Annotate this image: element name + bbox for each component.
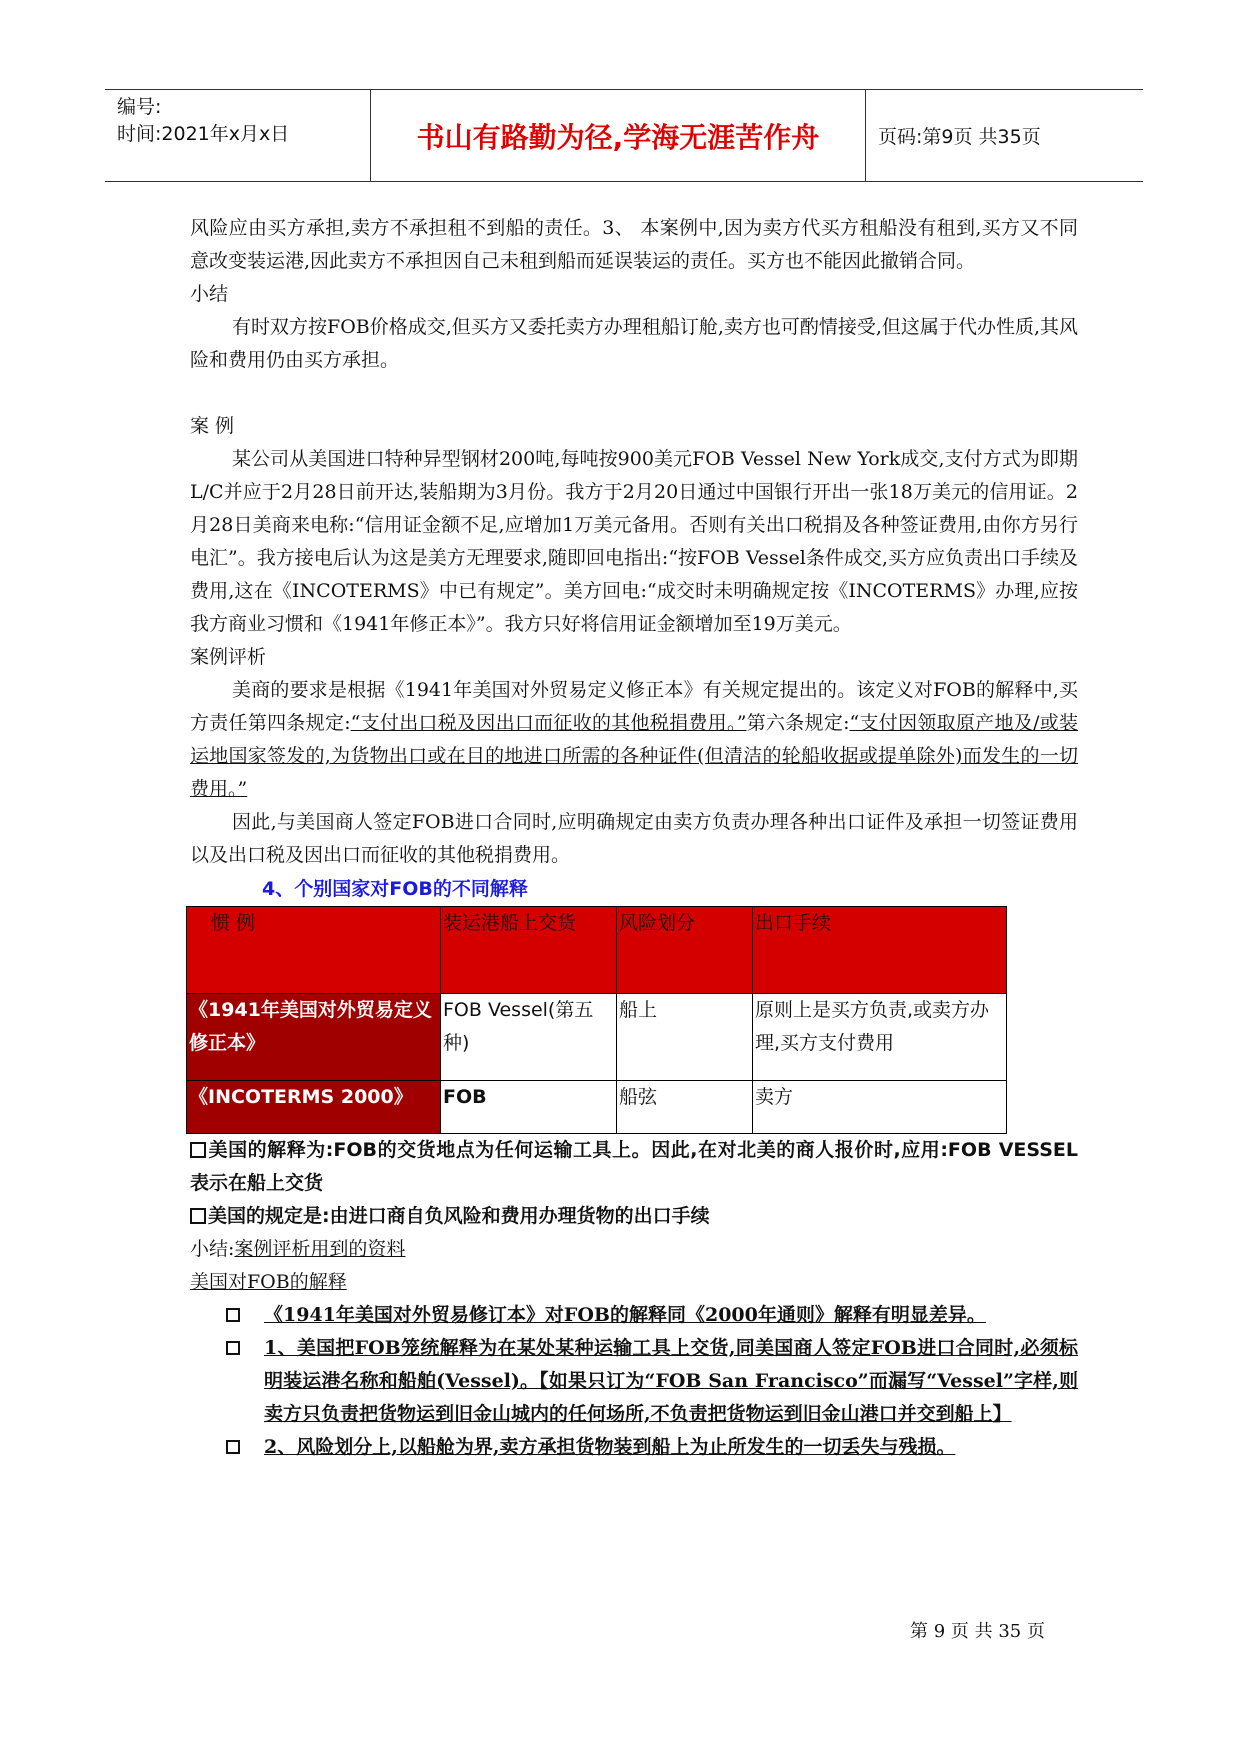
paragraph-risk: 风险应由买方承担,卖方不承担租不到船的责任。3、 本案例中,因为卖方代买方租船没有租到,买方又不同意改变装运港,因此卖方不承担因自己未租到船而延误装运的责任。买方也不能因此撤销合同。	[190, 217, 1078, 272]
paragraph-summary: 有时双方按FOB价格成交,但买方又委托卖方办理租船订舱,卖方也可酌情接受,但这属于代办性质,其风险和费用仍由买方承担。	[190, 316, 1078, 371]
table-cell: 船弦	[617, 1081, 753, 1134]
checkbox-icon	[190, 1208, 206, 1224]
case-analysis-heading: 案例评析	[190, 646, 267, 668]
header-page-label: 页码:第9页 共35页	[878, 126, 1041, 148]
table-row	[187, 1081, 1007, 1134]
table-row	[187, 994, 1007, 1081]
note-us-interpretation: 美国的解释为:FOB的交货地点为任何运输工具上。因此,在对北美的商人报价时,应用:FOB VESSEL 表示在船上交货	[190, 1139, 1078, 1194]
list-item: 《1941年美国对外贸易修订本》对FOB的解释同《2000年通则》解释有明显差异。	[226, 1299, 1078, 1332]
number-label: 编号:	[117, 96, 162, 118]
page-header	[105, 89, 1143, 182]
note-us-rule: 美国的规定是:由进口商自负风险和费用办理货物的出口手续	[190, 1200, 1078, 1233]
table-header-cell: 装运港船上交货	[441, 907, 617, 994]
bullet-list	[226, 1299, 1078, 1464]
table-cell: 卖方	[753, 1081, 1007, 1134]
table-header-cell: 风险划分	[617, 907, 753, 994]
square-bullet-icon	[226, 1308, 240, 1322]
table-cell: 船上	[617, 994, 753, 1081]
table-header-cell: 出口手续	[753, 907, 1007, 994]
paragraph-conclusion: 因此,与美国商人签定FOB进口合同时,应明确规定由卖方负责办理各种出口证件及承担一切签证费用以及出口税及因出口而征收的其他税捐费用。	[190, 811, 1078, 866]
paragraph-case: 某公司从美国进口特种异型钢材200吨,每吨按900美元FOB Vessel New York成交,支付方式为即期L/C并应于2月28日前开达,装船期为3月份。我方于2月20日通过中国银行开出一张18万美元的信用证。2月28日美商来电称:“信用证金额不足,应增加1万美元备用。否则有关出口税捐及各种签证费用,由你方另行电汇”。我方接电后认为这是美方无理要求,随即回电指出:“按FOB Vessel条件成交,买方应负责出口手续及费用,这在《INCOTERMS》中已有规定”。美方回电:“成交时未明确规定按《INCOTERMS》办理,应按我方商业习惯和《1941年修正本》”。我方只好将信用证金额增加至19万美元。	[190, 448, 1078, 635]
table-cell: FOB	[441, 1081, 617, 1134]
header-motto: 书山有路勤为径,学海无涯苦作舟	[371, 90, 866, 181]
article-four-quote: “支付出口税及因出口而征收的其他税捐费用。”	[350, 712, 747, 734]
fob-comparison-table	[186, 906, 1007, 1134]
time-label: 时间:2021年x月x日	[117, 123, 290, 145]
list-item: 2、风险划分上,以船舱为界,卖方承担货物装到船上为止所发生的一切丢失与残损。	[226, 1431, 1078, 1464]
table-cell: 《INCOTERMS 2000》	[187, 1081, 441, 1134]
section-heading: 4、个别国家对FOB的不同解释	[262, 878, 528, 900]
paragraph-analysis: 美商的要求是根据《1941年美国对外贸易定义修正本》有关规定提出的。该定义对FOB的解释中,买方责任第四条规定:“支付出口税及因出口而征收的其他税捐费用。”第六条规定:“支付因领取原产地及/或装运地国家签发的,为货物出口或在目的地进口所需的各种证件(但清洁的轮船收据或提单除外)而发生的一切费用。”	[190, 679, 1078, 800]
document-body	[190, 212, 1078, 1464]
table-header-row	[187, 907, 1007, 994]
table-cell: 原则上是买方负责,或卖方办理,买方支付费用	[753, 994, 1007, 1081]
summary-heading: 小结	[190, 283, 229, 305]
table-header-cell: 惯 例	[187, 907, 441, 994]
article-six-quote: “支付因领取原产地及/或装运地国家签发的,为货物出口或在目的地进口所需的各种证件(但清洁的轮船收据或提单除外)而发生的一切费用。”	[190, 712, 1078, 800]
checkbox-icon	[190, 1142, 206, 1158]
header-left	[105, 90, 371, 181]
square-bullet-icon	[226, 1341, 240, 1355]
case-heading: 案 例	[190, 415, 235, 437]
table-cell: 《1941年美国对外贸易定义修正本》	[187, 994, 441, 1081]
page-footer: 第 9 页 共 35 页	[910, 1621, 1045, 1642]
list-item: 1、美国把FOB笼统解释为在某处某种运输工具上交货,同美国商人签定FOB进口合同时,必须标明装运港名称和船舶(Vessel)。【如果只订为“FOB San Francisco”而漏写“Vessel”字样,则卖方只负责把货物运到旧金山城内的任何场所,不负责把货物运到旧金山港口并交到船上】	[226, 1332, 1078, 1431]
table-cell: FOB Vessel(第五种)	[441, 994, 617, 1081]
us-fob-heading: 美国对FOB的解释	[190, 1271, 347, 1293]
square-bullet-icon	[226, 1440, 240, 1454]
summary-line: 小结:案例评析用到的资料	[190, 1238, 406, 1260]
